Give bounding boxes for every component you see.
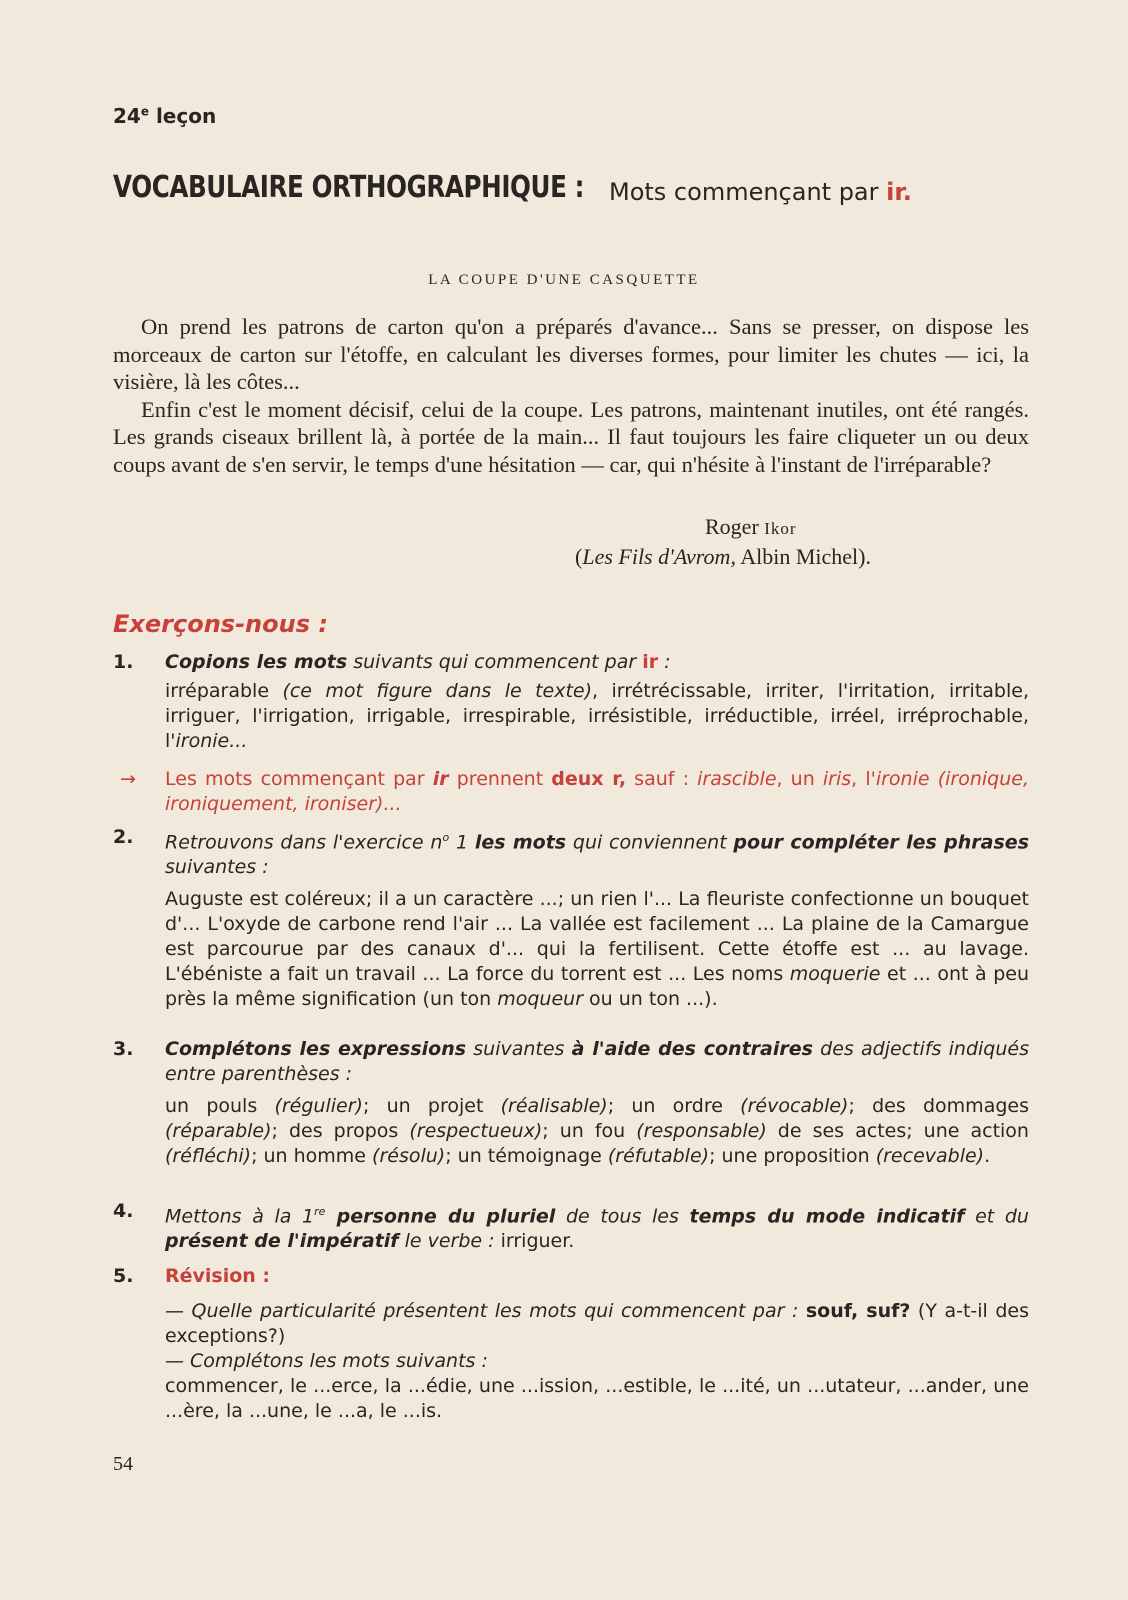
- ex2-sentences-cont: et ... ont à peu près la même signification (un ton: [165, 963, 1029, 1011]
- ex1-instruction: suivants qui commencent par: [347, 651, 643, 673]
- ex1-note: (ce mot figure dans le texte): [282, 680, 593, 702]
- ex2-sentences-end: ou un ton ...).: [583, 988, 718, 1011]
- rule-text-3: sauf :: [626, 768, 698, 790]
- ex3-adj: (réalisable): [500, 1095, 608, 1117]
- ex4-instruction-bold: personne du pluriel: [325, 1205, 556, 1228]
- title-subtitle: [609, 178, 912, 206]
- ex3-text: ; des propos: [271, 1120, 410, 1142]
- spelling-rule: [120, 767, 1029, 817]
- ex3-instruction-bold-2: à l'aide des contraires: [571, 1038, 813, 1060]
- ex2-instruction-sup: o: [442, 831, 450, 844]
- ex3-text-end: .: [984, 1145, 991, 1167]
- ex1-word-list-cont: , irrétrécissable, irriter, l'irritation, irritable, irriguer, l'irrigation, irrigable, irrespirable, irrésistible, irréductible, irréel, irréprochable, l': [165, 680, 1029, 752]
- ex3-text: ; un projet: [362, 1095, 501, 1117]
- passage-paragraph-2: Enfin c'est le moment décisif, celui de la coupe. Les patrons, maintenant inutiles, ont été rangés. Les grands ciseaux brillent là, à portée de la main... Il faut toujours les faire cliqueter un ou deux coups avant de s'en servir, le temps d'une hésitation — car, qui n'hésite à l'instant de l'irréparable?: [113, 396, 1029, 477]
- source-title: Les Fils d'Avrom,: [582, 544, 736, 569]
- source-open: (: [575, 544, 583, 569]
- ex3-adj: (recevable): [875, 1145, 985, 1167]
- author-last-name: Ikor: [764, 519, 797, 538]
- exercise-3: [113, 1037, 1029, 1169]
- ex2-instruction-num: 1: [449, 831, 475, 854]
- ex3-instruction: suivantes: [466, 1038, 572, 1060]
- ex3-text: ; un fou: [542, 1120, 637, 1142]
- ex3-text: de ses actes; une action: [766, 1120, 1029, 1142]
- ex2-sentences: Auguste est coléreux; il a un caractère ...; un rien l'... La fleuriste confectionne un bouquet d'... L'oxyde de carbone rend l'air ... La vallée est facilement ... La plaine de la Camargue est parcourue par des canaux d'... qui la fertilisent. Cette étoffe est ... au lavage. L'ébéniste a fait un travail ... La force du torrent est ... Les noms: [165, 888, 1029, 986]
- rule-exception-1: irascible: [697, 768, 777, 790]
- lesson-number: 24: [113, 104, 141, 128]
- ex4-instruction-4: le verbe :: [398, 1230, 501, 1253]
- exercise-number: 4.: [113, 1200, 134, 1222]
- ex5-question-1: — Quelle particularité présentent les mots qui commencent par :: [165, 1300, 806, 1322]
- title-subtitle-highlight: ir.: [886, 178, 912, 206]
- passage-source: [575, 544, 871, 570]
- rule-highlight-ir: ir: [432, 768, 449, 790]
- page-title: [113, 170, 912, 206]
- ex1-instruction-bold: Copions les mots: [165, 651, 348, 673]
- ex2-instruction-bold-2: pour compléter les phrases: [733, 831, 1029, 854]
- ex3-text: ; un témoignage: [445, 1145, 608, 1167]
- ex1-word-list-end: ironie...: [175, 730, 248, 752]
- ex3-adj: (respectueux): [409, 1120, 543, 1142]
- rule-exception-3: ironie: [875, 768, 930, 790]
- ex2-instruction-bold: les mots: [474, 831, 567, 854]
- ex5-question-2: — Complétons les mots suivants :: [165, 1350, 488, 1372]
- exercise-4: [113, 1199, 1029, 1254]
- exercise-2: [113, 825, 1029, 1012]
- ex4-instruction-3: et du: [964, 1205, 1029, 1228]
- ex3-adj: (révocable): [740, 1095, 849, 1117]
- page-number: 54: [113, 1453, 133, 1475]
- title-subtitle-text: Mots commençant par: [609, 178, 879, 206]
- rule-text-5: , l': [851, 768, 876, 790]
- passage-title: LA COUPE D'UNE CASQUETTE: [428, 272, 700, 288]
- exercise-number: 3.: [113, 1038, 134, 1060]
- ex2-word-moquerie: moquerie: [789, 963, 881, 986]
- lesson-label: [113, 104, 216, 128]
- ex5-question-1-bold: souf, suf?: [805, 1300, 911, 1322]
- ex4-instruction-bold-2: temps du mode indicatif: [689, 1205, 965, 1228]
- ex4-instruction-2: de tous les: [555, 1205, 690, 1228]
- ex3-adj: (régulier): [274, 1095, 363, 1117]
- ex3-instruction-end: des adjectifs indiqués entre parenthèses :: [165, 1038, 1029, 1085]
- title-main: VOCABULAIRE ORTHOGRAPHIQUE :: [113, 170, 585, 205]
- passage-author: [705, 514, 797, 540]
- author-first-name: Roger: [705, 514, 759, 539]
- rule-exception-derivatives: (ironique, ironiquement, ironiser)...: [165, 768, 1029, 815]
- lesson-number-suffix: e: [140, 104, 149, 119]
- ex1-instruction-end: :: [658, 651, 671, 673]
- ex3-text: ; une proposition: [709, 1145, 876, 1167]
- ex3-adj: (réparable): [165, 1120, 272, 1142]
- ex3-adj: (résolu): [372, 1145, 446, 1167]
- ex4-verb: irriguer.: [500, 1230, 575, 1253]
- ex2-instruction: Retrouvons dans l'exercice n: [165, 831, 443, 854]
- ex3-instruction-bold: Complétons les expressions: [165, 1038, 467, 1060]
- ex4-instruction-bold-3: présent de l'impératif: [165, 1230, 399, 1253]
- ex3-adj: (responsable): [636, 1120, 767, 1142]
- ex1-instruction-highlight: ir: [642, 651, 659, 673]
- rule-text-2: prennent: [448, 768, 552, 790]
- ex5-word-list: commencer, le ...erce, la ...édie, une ...ission, ...estible, le ...ité, un ...utateur, ...ander, une ...ère, la ...une, le ...a, le ...is.: [165, 1375, 1029, 1422]
- ex3-adj: (réfutable): [607, 1145, 710, 1167]
- rule-text-4: , un: [776, 768, 823, 790]
- ex3-text: un pouls: [165, 1095, 275, 1117]
- lesson-word: leçon: [155, 104, 217, 128]
- rule-text: Les mots commençant par: [165, 768, 433, 790]
- ex2-instruction-end: suivantes :: [165, 856, 269, 879]
- ex2-word-moqueur: moqueur: [497, 988, 584, 1011]
- ex5-heading: Révision :: [165, 1265, 271, 1287]
- exercise-number: 1.: [113, 651, 134, 673]
- passage: [113, 313, 1029, 478]
- exercise-number: 5.: [113, 1265, 134, 1287]
- source-publisher: Albin Michel).: [735, 544, 871, 569]
- exercise-1: [113, 650, 1029, 754]
- ex3-adj: (réfléchi): [165, 1145, 252, 1167]
- exercise-number: 2.: [113, 826, 134, 848]
- passage-paragraph-1: On prend les patrons de carton qu'on a préparés d'avance... Sans se presser, on dispose les morceaux de carton sur l'étoffe, en calculant les diverses formes, pour limiter les chutes — ici, la visière, là les côtes...: [113, 314, 1029, 394]
- rule-exception-2: iris: [822, 768, 852, 790]
- ex1-word-list: irréparable: [165, 680, 283, 702]
- rule-highlight-deux-r: deux r,: [551, 768, 627, 790]
- ex3-text: ; des dommages: [848, 1095, 1029, 1117]
- exercise-5: [113, 1264, 1029, 1424]
- ex3-text: ; un ordre: [607, 1095, 741, 1117]
- ex3-text: ; un homme: [251, 1145, 373, 1167]
- ex2-instruction-2: qui conviennent: [566, 831, 734, 854]
- arrow-right-icon: →: [120, 768, 136, 790]
- exercises-heading: Exerçons-nous :: [113, 610, 328, 638]
- ex4-instruction-sup: re: [314, 1205, 326, 1218]
- ex5-question-1-end: (Y a-t-il des exceptions?): [165, 1300, 1029, 1347]
- ex4-instruction: Mettons à la 1: [165, 1205, 315, 1228]
